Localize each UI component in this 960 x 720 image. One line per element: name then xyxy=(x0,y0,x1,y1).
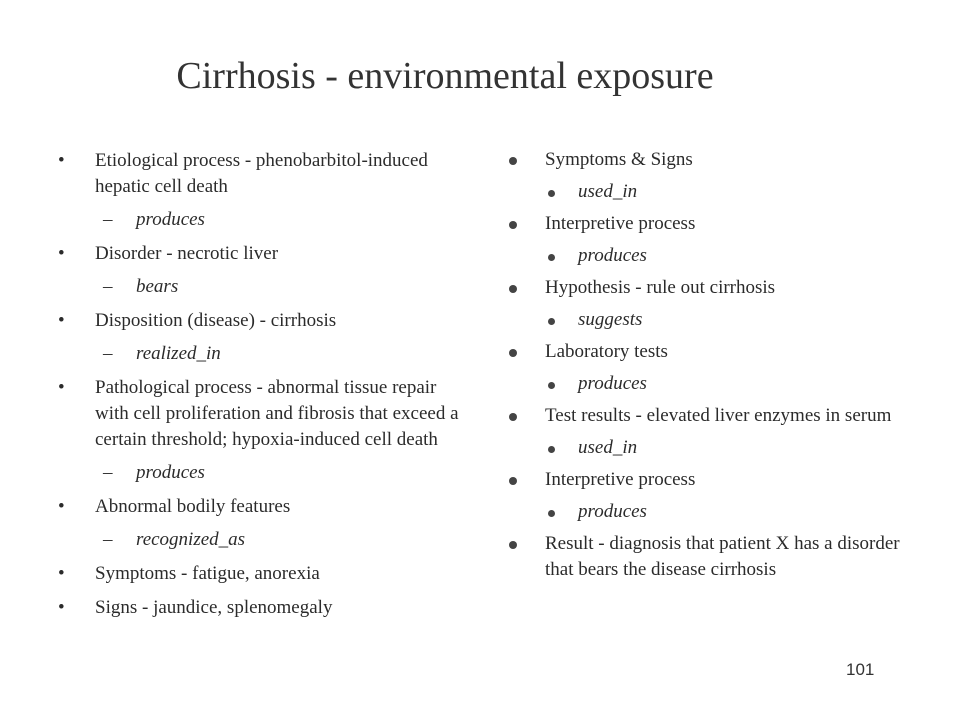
bullet-text: Signs - jaundice, splenomegaly xyxy=(95,597,333,618)
sub-bullet-item xyxy=(505,371,915,397)
bullet-text: Etiological process - phenobarbitol-induced hepatic cell death xyxy=(95,150,428,197)
bullet-dot-icon xyxy=(548,382,555,389)
bullet-dot-icon xyxy=(509,413,517,421)
bullet-dot-icon xyxy=(509,477,517,485)
bullet-text: Interpretive process xyxy=(545,213,696,234)
bullet-marker: • xyxy=(58,563,65,584)
bullet-marker: • xyxy=(58,597,65,618)
dash-marker: – xyxy=(103,529,113,550)
bullet-marker: • xyxy=(58,243,65,264)
bullet-dot-icon xyxy=(548,190,555,197)
bullet-dot-icon xyxy=(548,510,555,517)
bullet-dot-icon xyxy=(548,318,555,325)
bullet-dot-icon xyxy=(509,285,517,293)
bullet-item xyxy=(505,467,915,493)
bullet-text: Disorder - necrotic liver xyxy=(95,243,279,264)
bullet-text: Laboratory tests xyxy=(545,341,668,362)
bullet-text: Pathological process - abnormal tissue repair with cell proliferation and fibrosis that exceed a certain threshold; hypoxia-induced cell death xyxy=(95,377,459,450)
dash-marker: – xyxy=(103,343,113,364)
bullet-text: Result - diagnosis that patient X has a disorder that bears the disease cirrhosis xyxy=(545,533,900,580)
bullet-text: produces xyxy=(578,373,647,394)
bullet-item xyxy=(505,211,915,237)
bullet-marker: • xyxy=(58,377,65,398)
bullet-text: Hypothesis - rule out cirrhosis xyxy=(545,277,776,298)
bullet-text: Disposition (disease) - cirrhosis xyxy=(95,310,337,331)
dash-marker: – xyxy=(103,209,113,230)
bullet-item xyxy=(505,531,915,583)
bullet-item xyxy=(505,403,915,429)
sub-bullet-item xyxy=(505,179,915,205)
bullet-text: Symptoms - fatigue, anorexia xyxy=(95,563,320,584)
bullet-text: produces xyxy=(136,462,205,483)
bullet-dot-icon xyxy=(509,221,517,229)
sub-bullet-item xyxy=(58,274,468,300)
left-bullet-list xyxy=(58,140,468,621)
bullet-item xyxy=(58,375,468,453)
sub-bullet-item xyxy=(505,499,915,525)
dash-marker: – xyxy=(103,462,113,483)
bullet-text: produces xyxy=(578,245,647,266)
sub-bullet-item xyxy=(58,341,468,367)
bullet-marker: • xyxy=(58,310,65,331)
bullet-text: realized_in xyxy=(136,343,221,364)
slide-title: Cirrhosis - environmental exposure xyxy=(176,55,714,97)
bullet-dot-icon xyxy=(509,349,517,357)
sub-bullet-item xyxy=(505,307,915,333)
dash-marker: – xyxy=(103,276,113,297)
bullet-dot-icon xyxy=(548,254,555,261)
bullet-item xyxy=(505,275,915,301)
bullet-item xyxy=(58,148,468,200)
sub-bullet-item xyxy=(58,527,468,553)
bullet-item xyxy=(58,308,468,334)
bullet-item xyxy=(505,147,915,173)
bullet-text: recognized_as xyxy=(136,529,246,550)
bullet-item xyxy=(58,561,468,587)
page-number: 101 xyxy=(846,660,875,679)
bullet-dot-icon xyxy=(509,157,517,165)
bullet-item xyxy=(505,339,915,365)
bullet-marker: • xyxy=(58,150,65,171)
right-bullet-list xyxy=(505,141,915,583)
bullet-text: produces xyxy=(136,209,205,230)
sub-bullet-item xyxy=(505,243,915,269)
bullet-text: Abnormal bodily features xyxy=(95,496,291,517)
bullet-item xyxy=(58,595,468,621)
bullet-dot-icon xyxy=(509,541,517,549)
bullet-text: used_in xyxy=(578,437,638,458)
bullet-text: Test results - elevated liver enzymes in serum xyxy=(545,405,892,426)
sub-bullet-item xyxy=(58,207,468,233)
bullet-text: used_in xyxy=(578,181,638,202)
bullet-text: Interpretive process xyxy=(545,469,696,490)
bullet-text: Symptoms & Signs xyxy=(545,149,693,170)
bullet-dot-icon xyxy=(548,446,555,453)
sub-bullet-item xyxy=(58,460,468,486)
bullet-text: produces xyxy=(578,501,647,522)
bullet-text: bears xyxy=(136,276,179,297)
sub-bullet-item xyxy=(505,435,915,461)
bullet-item xyxy=(58,241,468,267)
bullet-item xyxy=(58,494,468,520)
bullet-marker: • xyxy=(58,496,65,517)
bullet-text: suggests xyxy=(578,309,643,330)
